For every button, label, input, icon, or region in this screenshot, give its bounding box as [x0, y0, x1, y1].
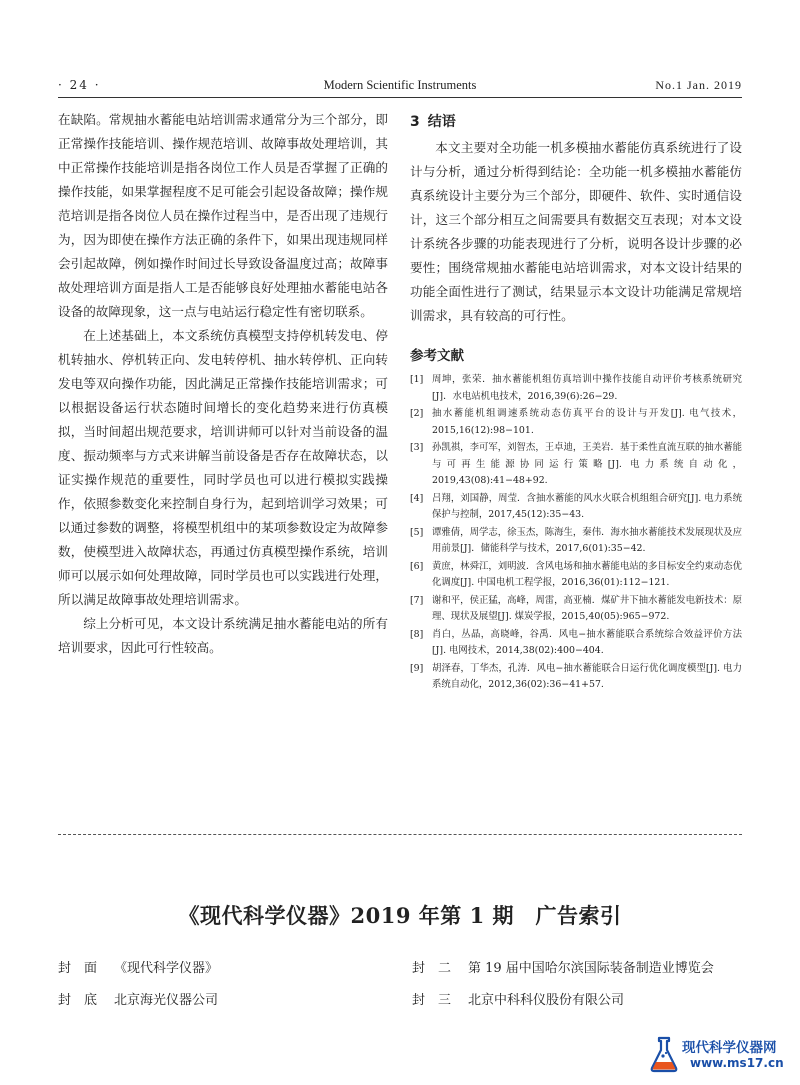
journal-name: Modern Scientific Instruments	[323, 78, 477, 92]
reference-item	[410, 627, 742, 660]
reference-number: [5]	[410, 526, 424, 538]
reference-item	[410, 406, 742, 439]
reference-list	[410, 372, 742, 694]
reference-item	[410, 559, 742, 592]
ad-entry-inside-front-cover	[412, 958, 714, 980]
reference-text: 胡泽春，丁华杰，孔涛．风电−抽水蓄能联合日运行优化调度模型[J]. 电力系统自动化，2012,36(02):36−41+57.	[432, 662, 742, 690]
ad-advertiser: 《现代科学仪器》	[114, 961, 219, 976]
left-column	[58, 108, 388, 660]
reference-number: [4]	[410, 492, 424, 504]
issue-date: No.1 Jan. 2019	[655, 78, 742, 92]
section-number: 3	[410, 114, 420, 130]
reference-text: 谢和平，侯正猛，高峰，周雷，高亚楠．煤矿井下抽水蓄能发电新技术：原理、现状及展望[J]. 煤炭学报，2015,40(05):965−972.	[432, 594, 742, 622]
reference-number: [6]	[410, 560, 424, 572]
reference-item	[410, 440, 742, 490]
ad-position: 封 面	[58, 961, 98, 976]
ad-advertiser: 北京中科科仪股份有限公司	[468, 993, 625, 1008]
page-number: · 24 ·	[58, 78, 101, 92]
reference-item	[410, 525, 742, 558]
section-title: 结语	[427, 114, 456, 130]
reference-number: [8]	[410, 628, 424, 640]
reference-number: [9]	[410, 662, 424, 674]
reference-number: [3]	[410, 442, 424, 453]
reference-number: [7]	[410, 594, 424, 606]
references-heading: 参考文献	[410, 348, 464, 364]
reference-item	[410, 593, 742, 626]
body-paragraph: 在缺陷。常规抽水蓄能电站培训需求通常分为三个部分，即正常操作技能培训、操作规范培训、故障事故处理培训，其中正常操作技能培训是指各岗位工作人员是否掌握了正确的操作技能，如果掌握程度不足可能会引起设备故障；操作规范培训是指各岗位人员在操作过程当中，是否出现了违规行为，因为即使在操作方法正确的条件下，如果出现违规同样会引起故障，例如操作时间过长导致设备温度过高；故障事故处理培训方面是指人工是否能够良好处理抽水蓄能电站各设备的故障现象，这一点与电站运行稳定性有密切联系。	[58, 112, 388, 319]
ad-advertiser: 第 19 届中国哈尔滨国际装备制造业博览会	[468, 961, 714, 976]
reference-item	[410, 661, 742, 694]
ad-entry-front-cover	[58, 958, 218, 980]
reference-item	[410, 491, 742, 524]
body-paragraph: 在上述基础上，本文系统仿真模型支持停机转发电、停机转抽水、停机转正向、发电转停机、抽水转停机、正向转发电等双向操作功能，因此满足正常操作技能培训需求；可以根据设备运行状态随时间增长的变化趋势来进行仿真模拟，当时间超出规范要求，培训讲师可以针对当前设备的温度、振动频率与方式来讲解当前设备是否存在故障状态，以证实操作规范的重要性，同时学员也可以进行模拟实践操作，依照参数变化来控制自身行为，起到培训学习效果；可以通过参数的调整，将模型机组中的某项参数设定为故障参数，使模型进入故障状态，再通过仿真模型操作系统，培训师可以展示如何处理故障，同时学员也可以实践进行处理，所以满足故障事故处理培训需求。	[58, 328, 388, 607]
body-paragraph: 综上分析可见，本文设计系统满足抽水蓄能电站的所有培训要求，因此可行性较高。	[58, 616, 388, 655]
ad-position: 封 三	[412, 993, 452, 1008]
section-heading	[410, 108, 742, 136]
flask-logo-icon	[646, 1034, 682, 1074]
ad-position: 封 底	[58, 993, 98, 1008]
watermark-url: www.ms17.cn	[690, 1056, 784, 1070]
ad-entry-back-cover	[58, 990, 218, 1012]
reference-number: [2]	[410, 408, 424, 419]
reference-text: 吕翔，刘国静，周莹．含抽水蓄能的风水火联合机组组合研究[J]. 电力系统保护与控制，2017,45(12):35−43.	[432, 492, 742, 520]
watermark-site-name: 现代科学仪器网	[682, 1040, 777, 1056]
running-header	[58, 78, 742, 98]
reference-text: 黄庶，林舜江，刘明波．含风电场和抽水蓄能电站的多目标安全约束动态优化调度[J]. 中国电机工程学报，2016,36(01):112−121.	[432, 560, 742, 588]
reference-number: [1]	[410, 374, 424, 385]
ad-advertiser: 北京海光仪器公司	[114, 993, 219, 1008]
ad-index-title: 《现代科学仪器》2019 年第 1 期 广告索引	[178, 903, 622, 928]
site-watermark	[646, 1032, 796, 1076]
ad-position: 封 二	[412, 961, 452, 976]
reference-text: 肖白，丛晶，高晓峰，谷禹．风电−抽水蓄能联合系统综合效益评价方法[J]. 电网技术，2014,38(02):400−404.	[432, 628, 742, 656]
conclusion-paragraph: 本文主要对全功能一机多模抽水蓄能仿真系统进行了设计与分析，通过分析得到结论：全功能一机多模抽水蓄能仿真系统设计主要分为三个部分，即硬件、软件、实时通信设计，这三个部分相互之间需要具有数据交互表现；对本文设计系统各步骤的功能表现进行了分析，说明各设计步骤的必要性；围绕常规抽水蓄能电站培训需求，对本文设计结果的功能全面性进行了测试，结果显示本文设计功能满足常规培训需求，具有较高的可行性。	[410, 140, 742, 323]
reference-text: 谭雅倩，周学志，徐玉杰，陈海生，秦伟．海水抽水蓄能技术发展现状及应用前景[J]．储能科学与技术，2017,6(01):35−42.	[432, 526, 742, 554]
section-divider	[58, 834, 742, 835]
reference-item	[410, 372, 742, 405]
reference-text: 抽水蓄能机组调速系统动态仿真平台的设计与开发[J]. 电气技术，2015,16(12):98−101.	[432, 408, 742, 436]
reference-text: 孙凯祺，李可军，刘智杰，王卓迪，王美岩．基于柔性直流互联的抽水蓄能与可再生能源协同运行策略[J]. 电力系统自动化，2019,43(08):41−48+92.	[432, 442, 742, 486]
ad-entry-inside-back-cover	[412, 990, 624, 1012]
reference-text: 周坤，张荣．抽水蓄能机组仿真培训中操作技能自动评价考核系统研究[J]．水电站机电技术，2016,39(6):26−29.	[432, 374, 742, 402]
right-column	[410, 108, 742, 695]
